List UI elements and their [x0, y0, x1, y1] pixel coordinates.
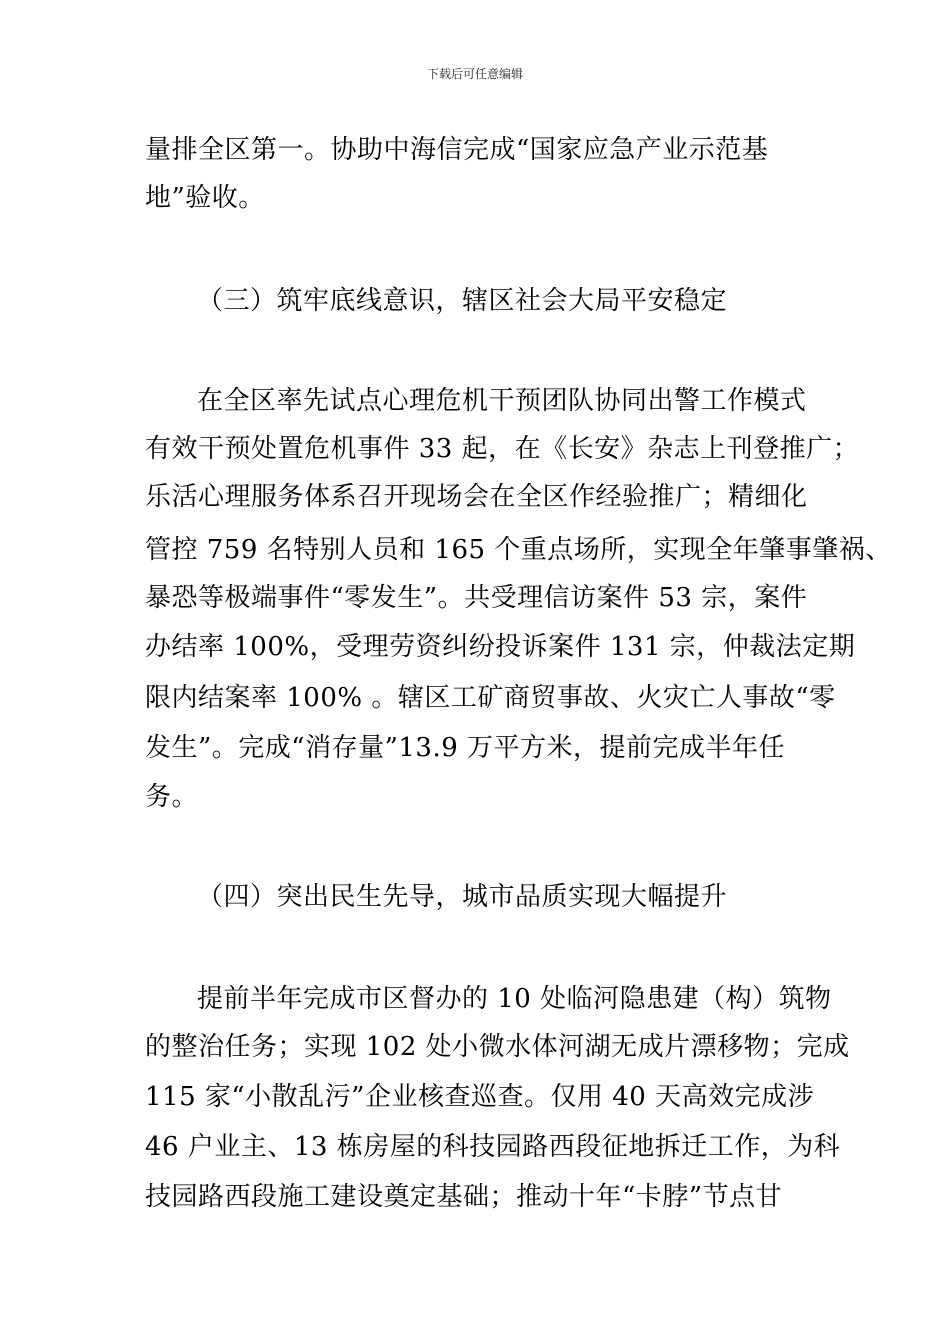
paragraph-line: 发生”。完成“消存量”13.9 万平方米，提前完成半年任 [145, 733, 786, 763]
page-header: 下载后可任意编辑 [426, 67, 523, 81]
paragraph-line: 暴恐等极端事件“零发生”。共受理信访案件 53 宗，案件 [145, 583, 808, 613]
section-heading: （三）筑牢底线意识，辖区社会大局平安稳定 [197, 286, 728, 316]
paragraph-line: 办结率 100%，受理劳资纠纷投诉案件 131 宗，仲裁法定期 [145, 632, 856, 662]
section-heading: （四）突出民生先导，城市品质实现大幅提升 [197, 882, 728, 912]
paragraph-line: 有效干预处置危机事件 33 起，在《长安》杂志上刊登推广； [145, 434, 860, 464]
paragraph-line: 技园路西段施工建设奠定基础；推动十年“卡脖”节点甘 [145, 1182, 783, 1212]
paragraph-line: 务。 [145, 782, 199, 812]
paragraph-line: 提前半年完成市区督办的 10 处临河隐患建（构）筑物 [197, 984, 832, 1014]
paragraph-line: 地”验收。 [145, 183, 265, 213]
paragraph-line: 46 户业主、13 栋房屋的科技园路西段征地拆迁工作，为科 [145, 1132, 841, 1162]
paragraph-line: 限内结案率 100% 。辖区工矿商贸事故、火灾亡人事故“零 [145, 683, 836, 713]
paragraph-line: 乐活心理服务体系召开现场会在全区作经验推广；精细化 [145, 482, 808, 512]
paragraph-line: 量排全区第一。协助中海信完成“国家应急产业示范基 [145, 135, 769, 165]
paragraph-line: 的整治任务；实现 102 处小微水体河湖无成片漂移物；完成 [145, 1032, 850, 1062]
paragraph-line: 在全区率先试点心理危机干预团队协同出警工作模式 [197, 386, 807, 416]
paragraph-line: 管控 759 名特别人员和 165 个重点场所，实现全年肇事肇祸、 [145, 535, 892, 565]
paragraph-line: 115 家“小散乱污”企业核查巡查。仅用 40 天高效完成涉 [145, 1082, 815, 1112]
